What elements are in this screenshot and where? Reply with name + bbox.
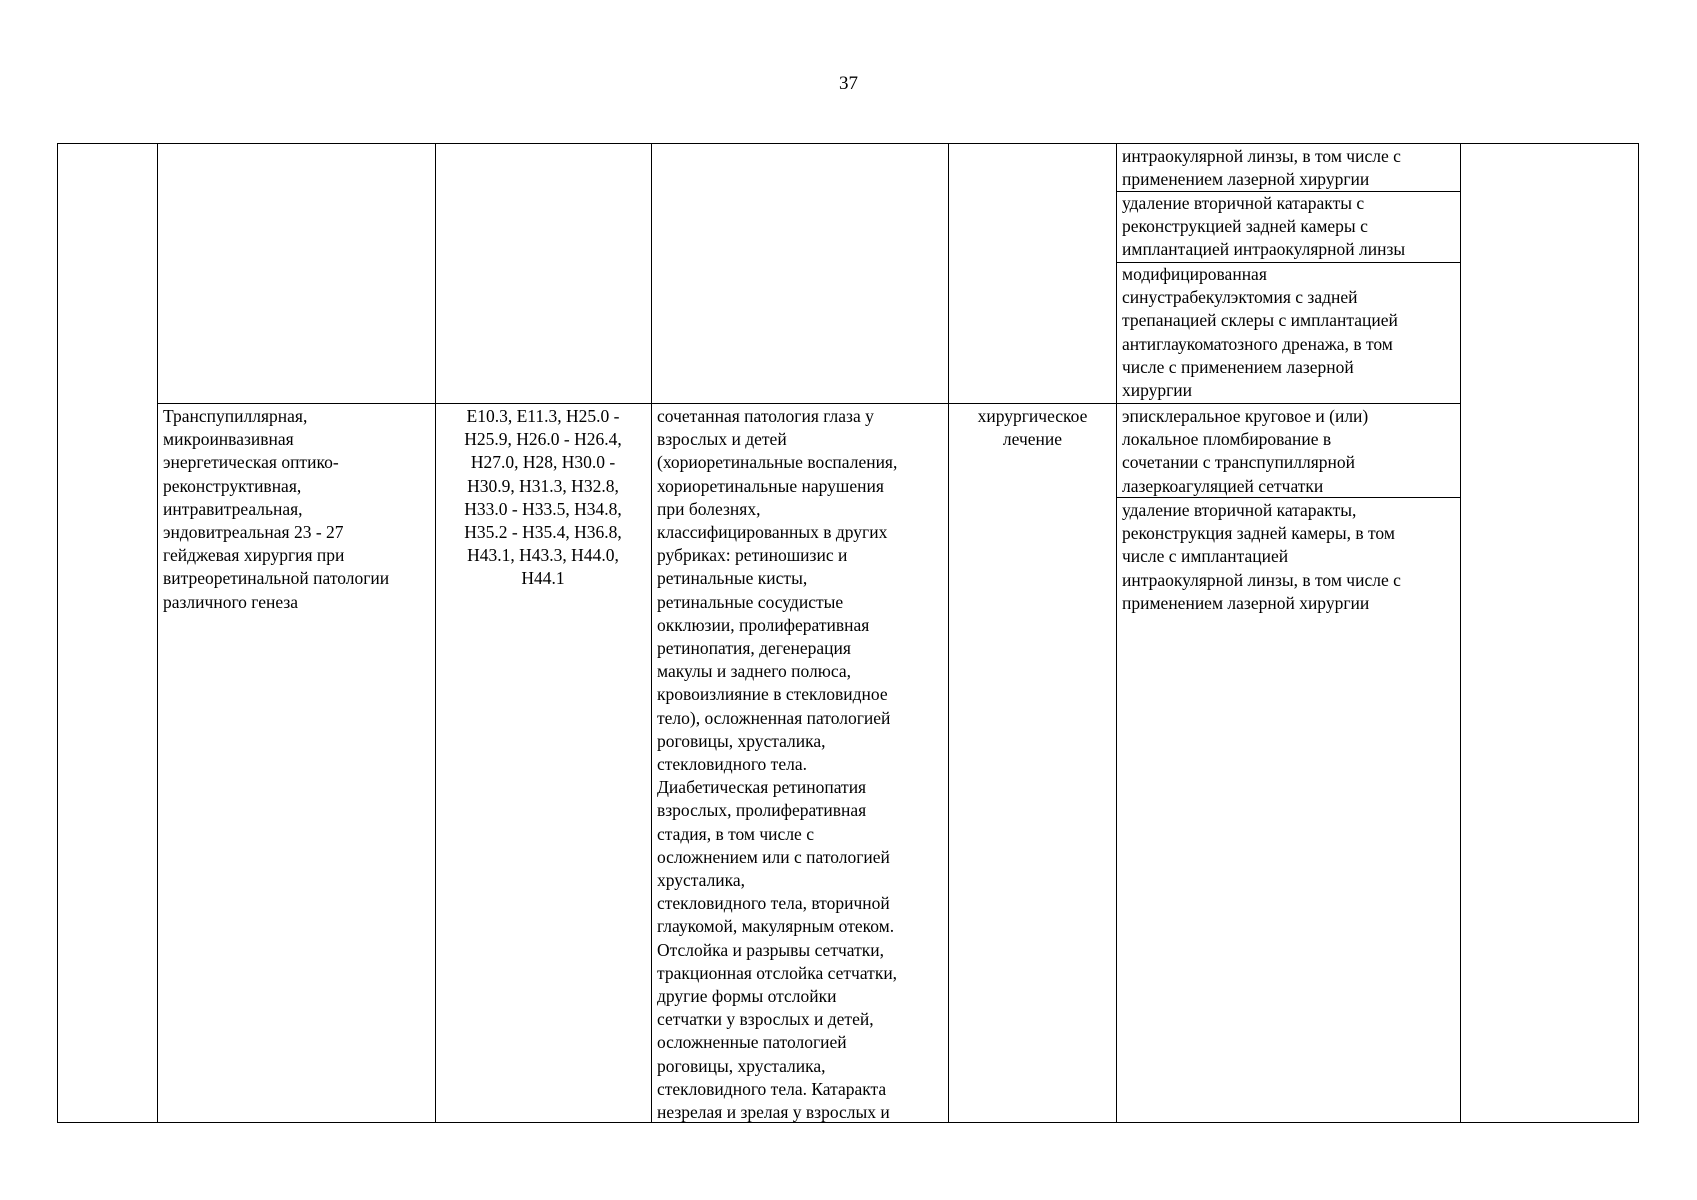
treatment-type-cell: хирургическое лечение <box>977 406 1088 450</box>
column-divider <box>435 144 436 1122</box>
column-divider <box>1460 144 1461 1122</box>
method-cell: удаление вторичной катаракты, реконструкция задней камеры, в том числе с имплантацией интраокулярной линзы, в том числе с применением лазерной хирургии <box>1122 500 1401 613</box>
icd-codes-cell: E10.3, E11.3, H25.0 - H25.9, H26.0 - H26.4, H27.0, H28, H30.0 - H30.9, H31.3, H32.8, H33.0 - H33.5, H34.8, H35.2 - H35.4, H36.8, H43.1, H43.3, H44.0, H44.1 <box>464 406 622 589</box>
method-cell: эписклеральное круговое и (или) локальное пломбирование в сочетании с транспупиллярной лазеркоагуляцией сетчатки <box>1122 406 1369 496</box>
column-divider <box>651 144 652 1122</box>
column-divider <box>948 144 949 1122</box>
care-type-name-cell: Транспупиллярная, микроинвазивная энергетическая оптико- реконструктивная, интравитреальная, эндовитреальная 23 - 27 гейджевая хирургия при витреоретинальной патологии различного генеза <box>163 406 390 612</box>
column-divider <box>157 144 158 1122</box>
column-divider <box>1116 144 1117 1122</box>
medical-care-table <box>57 143 1639 1123</box>
method-cell: модифицированная синустрабекулэктомия с задней трепанацией склеры с имплантацией антиглаукоматозного дренажа, в том числе с применением лазерной хирургии <box>1122 264 1398 401</box>
method-cell: интраокулярной линзы, в том числе с применением лазерной хирургии <box>1122 146 1401 190</box>
patient-model-cell: сочетанная патология глаза у взрослых и детей (хориоретинальные воспаления, хориоретинальные нарушения при болезнях, классифицированных в других рубриках: ретиношизис и ретинальные кисты, ретинальные сосудистые окклюзии, пролиферативная ретинопатия, дегенерация макулы и заднего полюса, кровоизлияние в стекловидное тело), осложненная патологией роговицы, хрусталика, стекловидного тела. Диабетическая ретинопатия взрослых, пролиферативная стадия, в том числе с осложнением или с патологией хрусталика, стекловидного тела, вторичной глаукомой, макулярным отеком. Отслойка и разрывы сетчатки, тракционная отслойка сетчатки, другие формы отслойки сетчатки у взрослых и детей, осложненные патологией роговицы, хрусталика, стекловидного тела. Катаракта незрелая и зрелая у взрослых и <box>657 406 898 1123</box>
page-number: 37 <box>839 73 858 94</box>
method-cell: удаление вторичной катаракты с реконструкцией задней камеры с имплантацией интраокулярной линзы <box>1122 193 1406 260</box>
